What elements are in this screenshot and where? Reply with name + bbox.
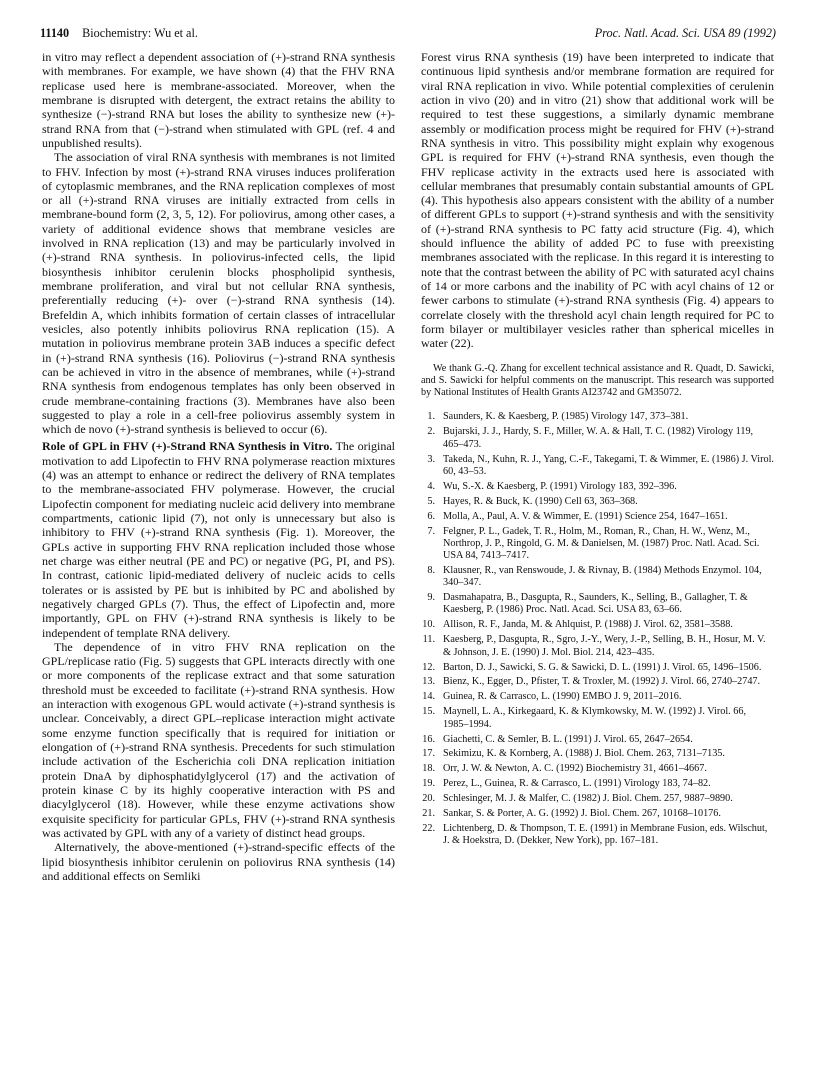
- reference-number: 9.: [427, 592, 435, 604]
- reference-item: [421, 511, 774, 523]
- reference-text: Wu, S.-X. & Kaesberg, P. (1991) Virology 183, 392–396.: [443, 480, 677, 492]
- paragraph-gpl-role: [42, 439, 395, 639]
- reference-item: [421, 411, 774, 423]
- reference-item: [421, 748, 774, 760]
- paragraph-semliki-continued: Forest virus RNA synthesis (19) have been interpreted to indicate that continuous lipid synthesis and/or membrane formation are required for viral RNA replication in vivo. While potential complexities of cerulenin action in vivo (20) and in vitro (21) show that additional work will be required to test these suggestions, a similarly dynamic membrane assembly or modification process might be required for FHV (+)-strand RNA synthesis in vitro. This possibility might explain why exogenous GPL is required for FHV (+)-strand RNA synthesis, even though the FHV replicase activity in the extracts used here is associated with cellular membranes that presumably contain substantial amounts of GPL (4). This hypothesis also appears consistent with the ability of a number of different GPLs to support (+)-strand synthesis and with the sensitivity of (+)-strand RNA synthesis to PC fatty acid structure (Fig. 4), which should influence the ability of added PC to fuse with preexisting membranes associated with the replicase. In this regard it is interesting to note that the contrast between the ability of PC with saturated acyl chains of 14 or more carbons and the inability of PC with acyl chains of 12 or fewer carbons to stimulate (+)-strand RNA synthesis (Fig. 4) appears to correlate closely with the threshold acyl chain length required for PC to form bilayer or multibilayer vesicles rather than spherical micelles in water (22).: [421, 50, 774, 351]
- reference-number: 18.: [422, 763, 435, 775]
- reference-item: [421, 662, 774, 674]
- reference-item: [421, 706, 774, 731]
- reference-text: Saunders, K. & Kaesberg, P. (1985) Virology 147, 373–381.: [443, 411, 689, 423]
- reference-item: [421, 691, 774, 703]
- reference-item: [421, 454, 774, 479]
- reference-number: 1.: [427, 411, 435, 423]
- reference-text: Hayes, R. & Buck, K. (1990) Cell 63, 363–368.: [443, 495, 638, 507]
- reference-number: 12.: [422, 661, 435, 673]
- reference-text: Allison, R. F., Janda, M. & Ahlquist, P. (1988) J. Virol. 62, 3581–3588.: [443, 619, 733, 631]
- reference-text: Barton, D. J., Sawicki, S. G. & Sawicki, D. L. (1991) J. Virol. 65, 1496–1506.: [443, 661, 762, 673]
- reference-item: [421, 778, 774, 790]
- reference-text: Felgner, P. L., Gadek, T. R., Holm, M., Roman, R., Chan, H. W., Wenz, M., Northrop, J. P., Ringold, G. M. & Danielsen, M. (1987) Proc. Natl. Acad. Sci. USA 84, 7413–7417.: [443, 525, 760, 562]
- reference-item: [421, 763, 774, 775]
- running-header: [40, 25, 776, 41]
- reference-number: 16.: [422, 733, 435, 745]
- reference-number: 11.: [422, 634, 435, 646]
- reference-item: [421, 426, 774, 451]
- journal-citation: Proc. Natl. Acad. Sci. USA 89 (1992): [594, 26, 776, 40]
- reference-text: Klausner, R., van Renswoude, J. & Rivnay, B. (1984) Methods Enzymol. 104, 340–347.: [443, 565, 762, 589]
- reference-text: Guinea, R. & Carrasco, L. (1990) EMBO J. 9, 2011–2016.: [443, 691, 682, 703]
- running-title: Biochemistry: Wu et al.: [82, 26, 198, 40]
- reference-item: [421, 823, 774, 848]
- reference-text: Molla, A., Paul, A. V. & Wimmer, E. (1991) Science 254, 1647–1651.: [443, 510, 728, 522]
- header-left: [40, 25, 198, 41]
- reference-number: 17.: [422, 748, 435, 760]
- paragraph-membrane-association: The association of viral RNA synthesis with membranes is not limited to FHV. Infection by most (+)-strand RNA viruses induces proliferation of cytoplasmic membranes, and the RNA replication complexes of most or all (+)-strand RNA viruses are initially extracted from cells in membrane-bound form (2, 3, 5, 12). For poliovirus, among other cases, a variety of additional evidence shows that membrane vesicles are involved in RNA replication (13) and may be particularly involved in (+)-strand RNA synthesis. In poliovirus-infected cells, the lipid biosynthesis inhibitor cerulenin blocks phospholipid synthesis, membrane proliferation, and viral but not cellular RNA synthesis, preferentially reducing (+)- over (−)-strand RNA synthesis (14). Brefeldin A, which inhibits formation of certain classes of intracellular vesicles, also potently inhibits poliovirus RNA replication (15). A mutation in poliovirus membrane protein 3AB induces a specific defect in (+)-strand RNA synthesis (16). Poliovirus (−)-strand RNA synthesis can be achieved in vitro in the absence of membranes, while (+)-strand RNA synthesis from endogenous templates has only been observed in crude membrane-containing fractions (3). Membranes have also been suggested to play a role in a cell-free poliovirus assembly system in which de novo (+)-strand synthesis is believed to occur (6).: [42, 150, 395, 437]
- reference-number: 6.: [427, 510, 435, 522]
- left-column: [42, 50, 395, 883]
- reference-number: 7.: [427, 525, 435, 537]
- reference-number: 4.: [427, 480, 435, 492]
- reference-number: 13.: [422, 676, 435, 688]
- reference-text: Bujarski, J. J., Hardy, S. F., Miller, W. A. & Hall, T. C. (1982) Virology 119, 465–473.: [443, 426, 754, 450]
- section-heading: Role of GPL in FHV (+)-Strand RNA Synthesis in Vitro.: [42, 439, 333, 454]
- reference-item: [421, 565, 774, 590]
- reference-item: [421, 496, 774, 508]
- reference-item: [421, 481, 774, 493]
- reference-text: Lichtenberg, D. & Thompson, T. E. (1991) in Membrane Fusion, eds. Wilschut, J. & Hoekstra, D. (Dekker, New York), pp. 167–181.: [443, 823, 768, 847]
- reference-item: [421, 619, 774, 631]
- acknowledgments: We thank G.-Q. Zhang for excellent technical assistance and R. Quadt, D. Sawicki, and S. Sawicki for helpful comments on the manuscript. This research was supported by National Institutes of Health Grants AI23742 and GM35072.: [421, 362, 774, 399]
- reference-number: 10.: [422, 619, 435, 631]
- reference-list: [421, 411, 774, 847]
- reference-text: Orr, J. W. & Newton, A. C. (1992) Biochemistry 31, 4661–4667.: [443, 763, 707, 775]
- reference-item: [421, 808, 774, 820]
- page-number: 11140: [40, 26, 70, 40]
- reference-number: 20.: [422, 793, 435, 805]
- reference-number: 2.: [427, 426, 435, 438]
- reference-text: Kaesberg, P., Dasgupta, R., Sgro, J.-Y., Wery, J.-P., Selling, B. H., Hosur, M. V. & Johnson, J. E. (1990) J. Mol. Biol. 214, 423–435.: [443, 634, 766, 658]
- reference-text: Giachetti, C. & Semler, B. L. (1991) J. Virol. 65, 2647–2654.: [443, 733, 693, 745]
- reference-text: Dasmahapatra, B., Dasgupta, R., Saunders, K., Selling, B., Gallagher, T. & Kaesberg, P. (1986) Proc. Natl. Acad. Sci. USA 83, 63–66.: [443, 592, 748, 616]
- reference-number: 3.: [427, 453, 435, 465]
- reference-text: Bienz, K., Egger, D., Pfister, T. & Troxler, M. (1992) J. Virol. 66, 2740–2747.: [443, 676, 761, 688]
- reference-number: 14.: [422, 691, 435, 703]
- reference-text: Takeda, N., Kuhn, R. J., Yang, C.-F., Takegami, T. & Wimmer, E. (1986) J. Virol. 60, 43–53.: [443, 453, 774, 477]
- reference-text: Sankar, S. & Porter, A. G. (1992) J. Biol. Chem. 267, 10168–10176.: [443, 808, 721, 820]
- reference-number: 22.: [422, 823, 435, 835]
- reference-text: Perez, L., Guinea, R. & Carrasco, L. (1991) Virology 183, 74–82.: [443, 778, 711, 790]
- right-column: [421, 50, 774, 850]
- reference-item: [421, 526, 774, 563]
- reference-text: Schlesinger, M. J. & Malfer, C. (1982) J. Biol. Chem. 257, 9887–9890.: [443, 793, 733, 805]
- paragraph-continued: in vitro may reflect a dependent association of (+)-strand RNA synthesis with membranes. For example, we have shown (4) that the FHV RNA replicase used here is membrane-associated. Moreover, when the membrane is disrupted with detergent, the extract retains the ability to synthesize (−)-strand RNA but loses the ability to synthesize new (+)-strand RNA from that (−)-strand when stimulated with GPL (ref. 4 and unpublished results).: [42, 50, 395, 150]
- reference-number: 8.: [427, 565, 435, 577]
- reference-number: 19.: [422, 778, 435, 790]
- reference-text: Sekimizu, K. & Kornberg, A. (1988) J. Biol. Chem. 263, 7131–7135.: [443, 748, 725, 760]
- reference-item: [421, 734, 774, 746]
- reference-item: [421, 676, 774, 688]
- reference-item: [421, 592, 774, 617]
- reference-number: 21.: [422, 808, 435, 820]
- reference-number: 5.: [427, 495, 435, 507]
- reference-item: [421, 793, 774, 805]
- paragraph-gpl-dependence: The dependence of in vitro FHV RNA replication on the GPL/replicase ratio (Fig. 5) suggests that GPL interacts directly with one or more components of the replicase extract and that some saturation threshold must be exceeded to facilitate (+)-strand RNA synthesis. How an interaction with exogenous GPL would activate (+)-strand synthesis is unclear. Conceivably, a direct GPL–replicase interaction might activate some enzyme function specifically that is required for initiation or elongation of (+)-strand RNA synthesis. Precedents for such stimulation include activation of the Escherichia coli DNA replication initiation protein DnaA by diphosphatidylglycerol (17) and the activation of protein kinase C by its highly cooperative interaction with PS and diacylglycerol (18). However, while these enzyme activations show exquisite specificity for particular GPLs, FHV (+)-strand RNA synthesis was activated by GPL with any of a variety of distinct head groups.: [42, 639, 395, 840]
- reference-text: Maynell, L. A., Kirkegaard, K. & Klymkowsky, M. W. (1992) J. Virol. 66, 1985–1994.: [443, 706, 747, 730]
- paragraph-cerulenin: Alternatively, the above-mentioned (+)-strand-specific effects of the lipid biosynthesis inhibitor cerulenin on poliovirus RNA synthesis (14) and additional effects on Semliki: [42, 840, 395, 883]
- reference-item: [421, 634, 774, 659]
- reference-number: 15.: [422, 706, 435, 718]
- paragraph-gpl-role-text: The original motivation to add Lipofectin to FHV RNA polymerase reaction mixtures (4) was an attempt to enhance or redirect the delivery of RNA templates to the membrane-associated FHV polymerase. However, the crucial Lipofectin component for mediating nucleic acid delivery into membrane compartments, cationic lipid (7), not only is unnecessary but also is inhibitory to FHV (+)-strand RNA synthesis (Fig. 1). Moreover, the GPLs active in supporting FHV RNA replication included those whose net charge was either neutral (PE and PC) or negative (PG, PI, and PS). In contrast, cationic lipid-mediated delivery of nucleic acids to cells tolerates or is assisted by PE but is inhibited by PC and abolished by negatively charged GPLs (7). Thus, the effect of Lipofectin and, more importantly, GPL on FHV (+)-strand RNA synthesis is likely to be independent of template RNA delivery.: [42, 439, 395, 640]
